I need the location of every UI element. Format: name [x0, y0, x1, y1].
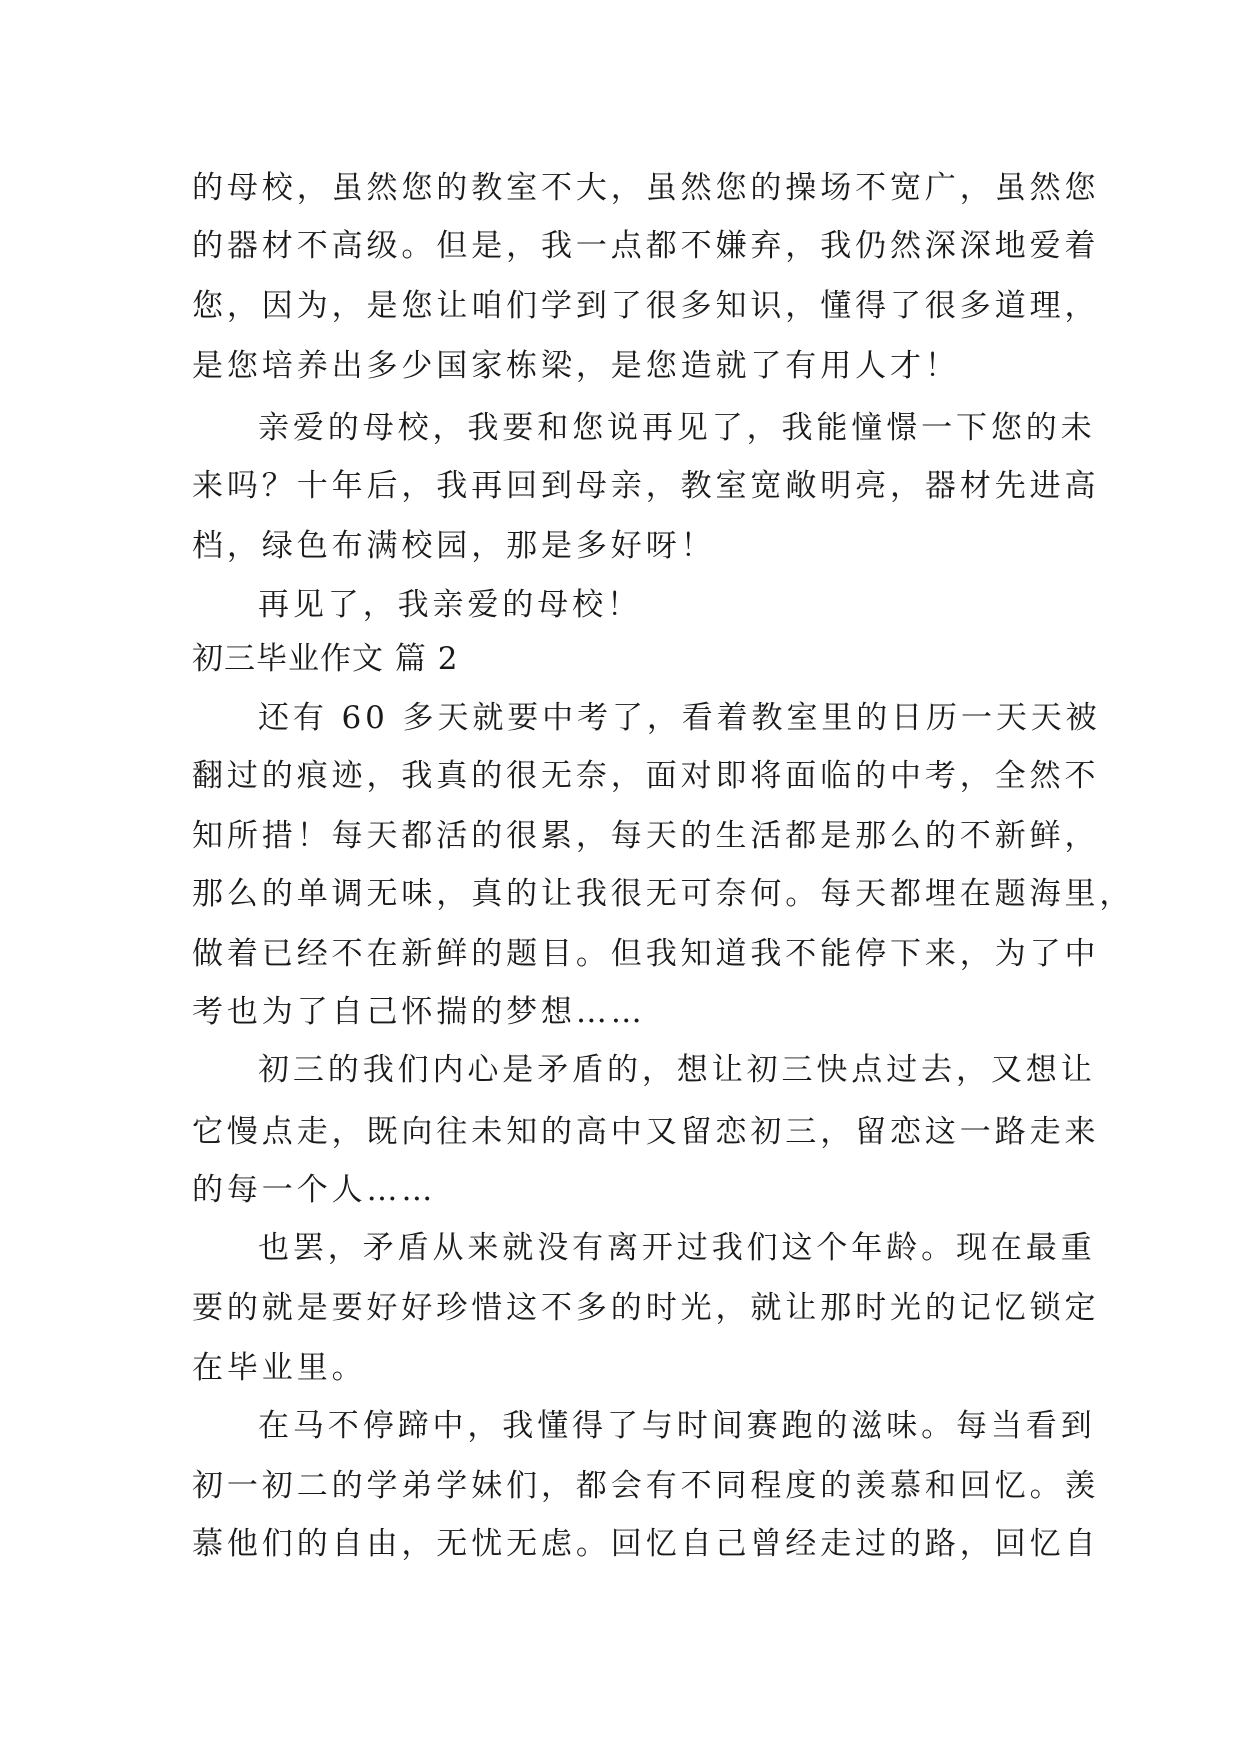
- text-line: [0, 1456, 1241, 1516]
- text-line: [0, 1514, 1241, 1574]
- text-line-content: 亲爱的母校，我要和您说再见了，我能憧憬一下您的未: [258, 410, 1096, 446]
- text-line-content: 再见了，我亲爱的母校！: [258, 587, 642, 623]
- text-line-content: 的母校，虽然您的教室不大，虽然您的操场不宽广，虽然您: [192, 170, 1100, 206]
- text-line: [0, 806, 1241, 866]
- text-line-content: 翻过的痕迹，我真的很无奈，面对即将面临的中考，全然不: [192, 758, 1100, 794]
- text-line: [0, 864, 1241, 924]
- section-heading: [0, 629, 1241, 689]
- text-line-content: 考也为了自己怀揣的梦想……: [192, 994, 646, 1030]
- text-line-content: 知所措！每天都活的很累，每天的生活都是那么的不新鲜，: [192, 818, 1100, 854]
- text-line-content: 是您培养出多少国家栋梁，是您造就了有用人才！: [192, 348, 960, 384]
- text-line: [0, 158, 1241, 218]
- text-line: [0, 982, 1241, 1042]
- text-line-content: 还有 60 多天就要中考了，看着教室里的日历一天天被: [258, 700, 1101, 736]
- paragraph-first-line: [0, 688, 1241, 748]
- text-line-content: 的器材不高级。但是，我一点都不嫌弃，我仍然深深地爱着: [192, 228, 1100, 264]
- text-line: [0, 1338, 1241, 1398]
- text-line: [0, 216, 1241, 276]
- text-line-content: 也罢，矛盾从来就没有离开过我们这个年龄。现在最重: [258, 1230, 1096, 1266]
- text-line: [0, 516, 1241, 576]
- text-line: [0, 924, 1241, 984]
- text-line-content: 初一初二的学弟学妹们，都会有不同程度的羡慕和回忆。羡: [192, 1468, 1100, 1504]
- text-line: [0, 1102, 1241, 1162]
- text-line: [0, 336, 1241, 396]
- text-line: [0, 1160, 1241, 1220]
- text-line-content: 来吗？十年后，我再回到母亲，教室宽敞明亮，器材先进高: [192, 468, 1100, 504]
- text-line-content: 慕他们的自由，无忧无虑。回忆自己曾经走过的路，回忆自: [192, 1526, 1100, 1562]
- text-line-content: 做着已经不在新鲜的题目。但我知道我不能停下来，为了中: [192, 936, 1100, 972]
- paragraph-first-line: [0, 575, 1241, 635]
- paragraph-first-line: [0, 1218, 1241, 1278]
- text-line: [0, 276, 1241, 336]
- text-line-content: 那么的单调无味，真的让我很无可奈何。每天都埋在题海里，: [192, 876, 1135, 912]
- text-line-content: 在马不停蹄中，我懂得了与时间赛跑的滋味。每当看到: [258, 1408, 1096, 1444]
- text-line-content: 的每一个人……: [192, 1172, 437, 1208]
- text-line-content: 要的就是要好好珍惜这不多的时光，就让那时光的记忆锁定: [192, 1290, 1100, 1326]
- text-line-content: 在毕业里。: [192, 1350, 367, 1386]
- text-line-content: 初三的我们内心是矛盾的，想让初三快点过去，又想让: [258, 1052, 1096, 1088]
- text-line-content: 您，因为，是您让咱们学到了很多知识，懂得了很多道理，: [192, 288, 1100, 324]
- text-line-content: 档，绿色布满校园，那是多好呀！: [192, 528, 716, 564]
- text-line: [0, 456, 1241, 516]
- heading-text: 初三毕业作文 篇 2: [192, 641, 459, 677]
- paragraph-first-line: [0, 1040, 1241, 1100]
- text-line: [0, 746, 1241, 806]
- text-line: [0, 1278, 1241, 1338]
- paragraph-first-line: [0, 398, 1241, 458]
- paragraph-first-line: [0, 1396, 1241, 1456]
- text-line-content: 它慢点走，既向往未知的高中又留恋初三，留恋这一路走来: [192, 1114, 1100, 1150]
